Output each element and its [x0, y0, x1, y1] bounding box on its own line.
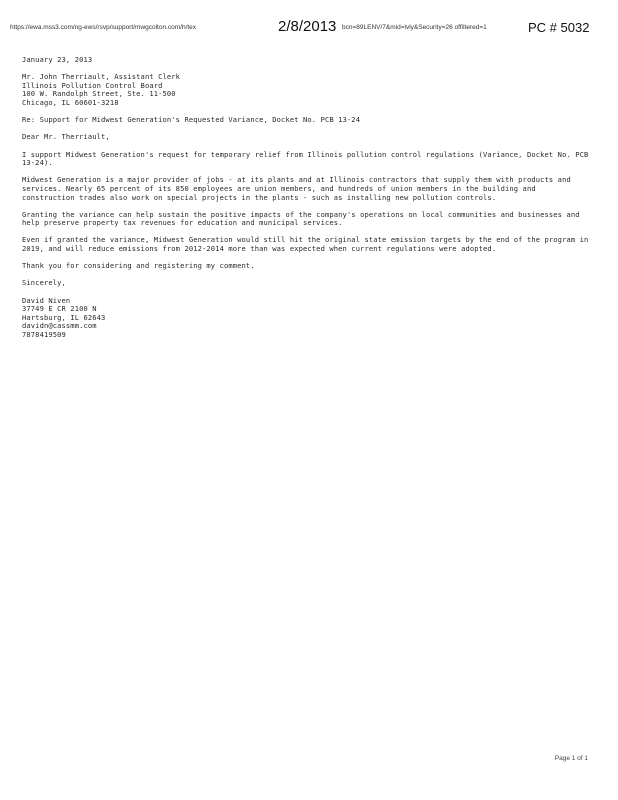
signature-block	[22, 297, 592, 340]
recipient-city: Chicago, IL 60601-3218	[22, 98, 119, 107]
signer-city: Hartsburg, IL 62643	[22, 313, 106, 322]
paragraph: Even if granted the variance, Midwest Generation would still hit the original state emission targets by the end of the program in 2019, and will reduce emissions from 2012-2014 more than was expected when current regulations were adopted.	[22, 235, 589, 254]
recipient-street: 100 W. Randolph Street, Ste. 11-500	[22, 90, 176, 99]
letter-date-block	[22, 56, 592, 65]
subject-block	[22, 116, 592, 125]
paragraph: I support Midwest Generation's request for temporary relief from Illinois pollution control regulations (Variance, Docket No. PCB 13-24).	[22, 149, 589, 168]
pc-number: PC # 5032	[528, 20, 590, 35]
letter-closing: Sincerely,	[22, 279, 66, 288]
letter-date: January 23, 2013	[22, 56, 93, 64]
signer-street: 37749 E CR 2100 N	[22, 305, 97, 314]
signer-name: David Niven	[22, 296, 71, 305]
recipient-name: Mr. John Therriault, Assistant Clerk	[22, 73, 181, 82]
paragraph: Granting the variance can help sustain the positive impacts of the company's operations on local communities and businesses and help preserve property tax revenues for education and municipal services.	[22, 209, 580, 228]
letter-body	[22, 56, 592, 348]
letter-salutation: Dear Mr. Therriault,	[22, 133, 110, 142]
fax-header-info: bcn=89LENV/7&mid=lvly&Security=26 offiltered=1	[342, 24, 487, 31]
recipient-address	[22, 73, 592, 107]
recipient-org: Illinois Pollution Control Board	[22, 81, 163, 90]
page-number: Page 1 of 1	[554, 755, 588, 762]
signer-email: davidn@cassmm.com	[22, 322, 97, 331]
paragraph: Thank you for considering and registering my comment.	[22, 261, 255, 271]
salutation-block	[22, 133, 592, 142]
fax-url: https://ewa.mss3.com/ng-ews/rsvp/support/mwgcolton.com/h/tex	[10, 24, 197, 31]
fax-header	[10, 16, 610, 46]
signer-phone: 7878419509	[22, 331, 66, 339]
closing-block	[22, 279, 592, 288]
paragraph: Midwest Generation is a major provider of jobs - at its plants and at Illinois contractors that supply them with products and services. Nearly 65 percent of its 850 employees are union members, and hundreds of union members in the building and construction trades also work on special projects in the plants - such as installing new pollution controls.	[22, 175, 571, 202]
letter-subject: Re: Support for Midwest Generation's Requested Variance, Docket No. PCB 13-24	[22, 116, 361, 125]
fax-date: 2/8/2013	[278, 18, 337, 35]
